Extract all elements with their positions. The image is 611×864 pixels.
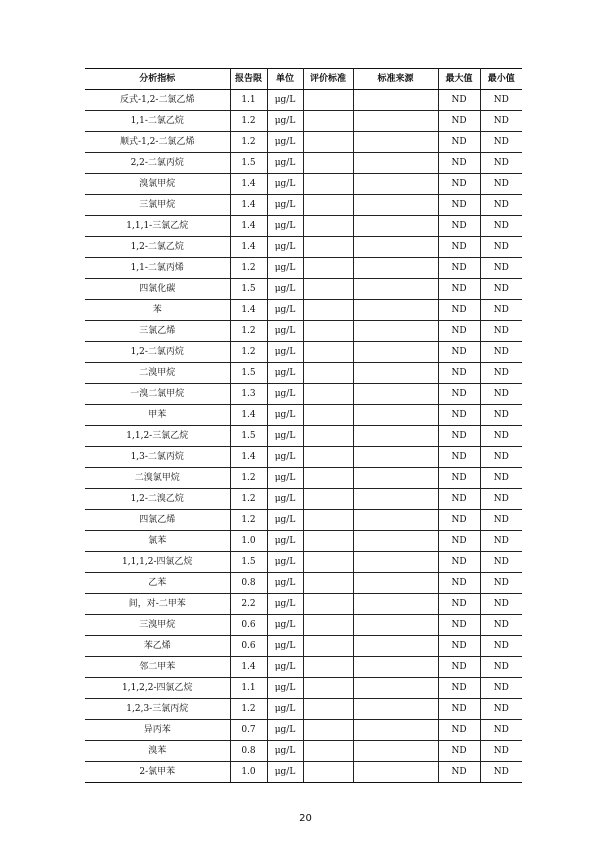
cell-max-value: ND [438,636,480,657]
table-row [85,258,522,279]
table-row [85,174,522,195]
cell-reporting-limit: 1.3 [230,384,267,405]
cell-max-value: ND [438,741,480,762]
cell-max-value: ND [438,552,480,573]
cell-standard-source [353,300,438,321]
cell-evaluation-standard [303,384,353,405]
table-row [85,300,522,321]
cell-evaluation-standard [303,90,353,111]
cell-reporting-limit: 1.5 [230,552,267,573]
cell-reporting-limit: 1.2 [230,489,267,510]
cell-max-value: ND [438,111,480,132]
cell-unit: μg/L [267,90,303,111]
cell-unit: μg/L [267,657,303,678]
table-row [85,615,522,636]
cell-standard-source [353,426,438,447]
cell-reporting-limit: 0.6 [230,636,267,657]
cell-unit: μg/L [267,531,303,552]
cell-min-value: ND [480,216,522,237]
cell-evaluation-standard [303,762,353,783]
cell-min-value: ND [480,90,522,111]
cell-standard-source [353,552,438,573]
cell-unit: μg/L [267,447,303,468]
table-row [85,510,522,531]
table-row [85,153,522,174]
cell-reporting-limit: 1.5 [230,363,267,384]
cell-min-value: ND [480,489,522,510]
cell-analyte: 反式-1,2-二氯乙烯 [85,90,230,111]
cell-evaluation-standard [303,279,353,300]
cell-standard-source [353,321,438,342]
cell-analyte: 1,1-二氯丙烯 [85,258,230,279]
cell-max-value: ND [438,426,480,447]
cell-max-value: ND [438,615,480,636]
cell-standard-source [353,510,438,531]
table-row [85,195,522,216]
cell-evaluation-standard [303,678,353,699]
cell-min-value: ND [480,195,522,216]
cell-reporting-limit: 1.2 [230,111,267,132]
cell-unit: μg/L [267,615,303,636]
cell-max-value: ND [438,531,480,552]
cell-analyte: 苯乙烯 [85,636,230,657]
cell-max-value: ND [438,468,480,489]
cell-min-value: ND [480,300,522,321]
cell-max-value: ND [438,342,480,363]
cell-min-value: ND [480,762,522,783]
cell-evaluation-standard [303,258,353,279]
cell-evaluation-standard [303,132,353,153]
table-row [85,342,522,363]
cell-evaluation-standard [303,720,353,741]
cell-unit: μg/L [267,279,303,300]
cell-unit: μg/L [267,195,303,216]
cell-reporting-limit: 1.4 [230,237,267,258]
table-row [85,741,522,762]
cell-standard-source [353,447,438,468]
cell-analyte: 甲苯 [85,405,230,426]
cell-standard-source [353,363,438,384]
table-row [85,699,522,720]
cell-min-value: ND [480,405,522,426]
cell-standard-source [353,174,438,195]
cell-unit: μg/L [267,636,303,657]
header-analysis-indicator: 分析指标 [85,69,230,90]
table-row [85,489,522,510]
cell-evaluation-standard [303,531,353,552]
cell-standard-source [353,699,438,720]
cell-evaluation-standard [303,636,353,657]
cell-min-value: ND [480,321,522,342]
cell-min-value: ND [480,426,522,447]
cell-reporting-limit: 1.4 [230,405,267,426]
cell-reporting-limit: 1.4 [230,195,267,216]
cell-unit: μg/L [267,762,303,783]
cell-evaluation-standard [303,342,353,363]
cell-unit: μg/L [267,699,303,720]
cell-unit: μg/L [267,552,303,573]
cell-evaluation-standard [303,216,353,237]
cell-analyte: 三溴甲烷 [85,615,230,636]
cell-min-value: ND [480,678,522,699]
cell-reporting-limit: 1.2 [230,342,267,363]
cell-analyte: 苯 [85,300,230,321]
cell-analyte: 四氯化碳 [85,279,230,300]
cell-standard-source [353,342,438,363]
cell-analyte: 三氯乙烯 [85,321,230,342]
cell-max-value: ND [438,363,480,384]
cell-analyte: 1,1,1-三氯乙烷 [85,216,230,237]
table-row [85,720,522,741]
cell-unit: μg/L [267,594,303,615]
cell-standard-source [353,132,438,153]
cell-min-value: ND [480,531,522,552]
cell-min-value: ND [480,384,522,405]
cell-unit: μg/L [267,510,303,531]
cell-analyte: 邻二甲苯 [85,657,230,678]
cell-reporting-limit: 1.1 [230,678,267,699]
cell-standard-source [353,657,438,678]
cell-analyte: 1,3-二氯丙烷 [85,447,230,468]
table-row [85,762,522,783]
cell-min-value: ND [480,111,522,132]
cell-analyte: 1,2,3-三氯丙烷 [85,699,230,720]
cell-standard-source [353,615,438,636]
cell-min-value: ND [480,720,522,741]
header-standard-source: 标准来源 [353,69,438,90]
cell-max-value: ND [438,510,480,531]
cell-evaluation-standard [303,552,353,573]
cell-reporting-limit: 1.4 [230,447,267,468]
cell-unit: μg/L [267,237,303,258]
cell-reporting-limit: 1.4 [230,174,267,195]
cell-max-value: ND [438,195,480,216]
cell-max-value: ND [438,90,480,111]
cell-reporting-limit: 0.8 [230,741,267,762]
table-row [85,111,522,132]
cell-standard-source [353,594,438,615]
cell-max-value: ND [438,216,480,237]
table-row [85,678,522,699]
cell-unit: μg/L [267,300,303,321]
cell-analyte: 异丙苯 [85,720,230,741]
cell-unit: μg/L [267,153,303,174]
cell-standard-source [353,111,438,132]
table-row [85,573,522,594]
cell-reporting-limit: 1.2 [230,699,267,720]
cell-max-value: ND [438,657,480,678]
cell-min-value: ND [480,615,522,636]
cell-evaluation-standard [303,447,353,468]
cell-max-value: ND [438,237,480,258]
cell-evaluation-standard [303,573,353,594]
cell-min-value: ND [480,594,522,615]
cell-analyte: 间，对-二甲苯 [85,594,230,615]
table-row [85,384,522,405]
table-row [85,405,522,426]
cell-min-value: ND [480,258,522,279]
cell-standard-source [353,153,438,174]
cell-analyte: 1,2-二氯丙烷 [85,342,230,363]
table-row [85,636,522,657]
cell-analyte: 1,2-二氯乙烷 [85,237,230,258]
cell-reporting-limit: 1.1 [230,90,267,111]
cell-standard-source [353,279,438,300]
cell-analyte: 三氯甲烷 [85,195,230,216]
table-row [85,132,522,153]
header-max-value: 最大值 [438,69,480,90]
cell-evaluation-standard [303,657,353,678]
cell-unit: μg/L [267,741,303,762]
cell-unit: μg/L [267,363,303,384]
cell-standard-source [353,531,438,552]
cell-evaluation-standard [303,363,353,384]
cell-max-value: ND [438,279,480,300]
cell-min-value: ND [480,636,522,657]
cell-evaluation-standard [303,153,353,174]
header-evaluation-standard: 评价标准 [303,69,353,90]
cell-reporting-limit: 1.4 [230,657,267,678]
cell-evaluation-standard [303,741,353,762]
cell-min-value: ND [480,468,522,489]
cell-max-value: ND [438,258,480,279]
cell-standard-source [353,216,438,237]
cell-min-value: ND [480,510,522,531]
cell-min-value: ND [480,342,522,363]
cell-reporting-limit: 0.7 [230,720,267,741]
cell-standard-source [353,90,438,111]
cell-max-value: ND [438,300,480,321]
cell-standard-source [353,195,438,216]
cell-min-value: ND [480,552,522,573]
header-reporting-limit: 报告限 [230,69,267,90]
cell-unit: μg/L [267,489,303,510]
table-row [85,237,522,258]
cell-reporting-limit: 1.2 [230,258,267,279]
cell-max-value: ND [438,720,480,741]
table-row [85,447,522,468]
cell-max-value: ND [438,384,480,405]
cell-evaluation-standard [303,594,353,615]
cell-min-value: ND [480,132,522,153]
cell-max-value: ND [438,405,480,426]
cell-analyte: 1,1-二氯乙烷 [85,111,230,132]
page-number: 20 [299,813,312,824]
cell-standard-source [353,384,438,405]
cell-evaluation-standard [303,321,353,342]
cell-unit: μg/L [267,132,303,153]
cell-unit: μg/L [267,174,303,195]
cell-min-value: ND [480,573,522,594]
cell-reporting-limit: 1.0 [230,762,267,783]
cell-unit: μg/L [267,216,303,237]
cell-reporting-limit: 1.2 [230,132,267,153]
cell-analyte: 溴苯 [85,741,230,762]
cell-standard-source [353,636,438,657]
cell-standard-source [353,468,438,489]
cell-standard-source [353,720,438,741]
cell-min-value: ND [480,174,522,195]
cell-standard-source [353,573,438,594]
table-row [85,594,522,615]
cell-analyte: 二溴氯甲烷 [85,468,230,489]
cell-reporting-limit: 0.8 [230,573,267,594]
cell-reporting-limit: 1.5 [230,153,267,174]
table-row [85,426,522,447]
cell-standard-source [353,678,438,699]
cell-max-value: ND [438,447,480,468]
cell-reporting-limit: 1.5 [230,279,267,300]
cell-evaluation-standard [303,237,353,258]
cell-unit: μg/L [267,468,303,489]
cell-analyte: 二溴甲烷 [85,363,230,384]
cell-evaluation-standard [303,699,353,720]
table-row [85,216,522,237]
cell-analyte: 2-氯甲苯 [85,762,230,783]
cell-analyte: 2,2-二氯丙烷 [85,153,230,174]
table-row [85,321,522,342]
cell-analyte: 乙苯 [85,573,230,594]
cell-min-value: ND [480,279,522,300]
table-row [85,552,522,573]
cell-unit: μg/L [267,720,303,741]
cell-analyte: 1,1,1,2-四氯乙烷 [85,552,230,573]
cell-unit: μg/L [267,384,303,405]
cell-standard-source [353,405,438,426]
cell-reporting-limit: 2.2 [230,594,267,615]
table-row [85,657,522,678]
cell-evaluation-standard [303,489,353,510]
cell-max-value: ND [438,132,480,153]
cell-max-value: ND [438,678,480,699]
cell-max-value: ND [438,174,480,195]
cell-evaluation-standard [303,174,353,195]
cell-unit: μg/L [267,573,303,594]
cell-evaluation-standard [303,111,353,132]
cell-reporting-limit: 1.4 [230,300,267,321]
cell-reporting-limit: 1.2 [230,468,267,489]
cell-analyte: 1,2-二溴乙烷 [85,489,230,510]
cell-reporting-limit: 0.6 [230,615,267,636]
cell-reporting-limit: 1.4 [230,216,267,237]
cell-analyte: 溴氯甲烷 [85,174,230,195]
cell-max-value: ND [438,489,480,510]
cell-max-value: ND [438,573,480,594]
cell-analyte: 顺式-1,2-二氯乙烯 [85,132,230,153]
header-unit: 单位 [267,69,303,90]
cell-evaluation-standard [303,468,353,489]
cell-unit: μg/L [267,111,303,132]
cell-reporting-limit: 1.0 [230,531,267,552]
cell-unit: μg/L [267,678,303,699]
cell-evaluation-standard [303,195,353,216]
cell-max-value: ND [438,153,480,174]
cell-reporting-limit: 1.2 [230,510,267,531]
cell-min-value: ND [480,153,522,174]
header-min-value: 最小值 [480,69,522,90]
cell-standard-source [353,762,438,783]
table-body [85,90,522,783]
analysis-results-table [85,68,522,783]
table-row [85,531,522,552]
table-row [85,363,522,384]
cell-standard-source [353,489,438,510]
table-row [85,468,522,489]
cell-analyte: 四氯乙烯 [85,510,230,531]
table-header-row [85,69,522,90]
cell-unit: μg/L [267,342,303,363]
cell-reporting-limit: 1.5 [230,426,267,447]
cell-max-value: ND [438,699,480,720]
cell-unit: μg/L [267,405,303,426]
cell-evaluation-standard [303,615,353,636]
cell-min-value: ND [480,447,522,468]
cell-evaluation-standard [303,300,353,321]
cell-analyte: 一溴二氯甲烷 [85,384,230,405]
cell-max-value: ND [438,594,480,615]
cell-unit: μg/L [267,426,303,447]
table-row [85,90,522,111]
cell-standard-source [353,237,438,258]
cell-evaluation-standard [303,405,353,426]
cell-analyte: 氯苯 [85,531,230,552]
cell-standard-source [353,741,438,762]
cell-unit: μg/L [267,258,303,279]
cell-min-value: ND [480,657,522,678]
cell-min-value: ND [480,741,522,762]
table-row [85,279,522,300]
cell-max-value: ND [438,321,480,342]
cell-unit: μg/L [267,321,303,342]
cell-min-value: ND [480,237,522,258]
cell-reporting-limit: 1.2 [230,321,267,342]
cell-evaluation-standard [303,426,353,447]
cell-evaluation-standard [303,510,353,531]
cell-analyte: 1,1,2,2-四氯乙烷 [85,678,230,699]
cell-min-value: ND [480,363,522,384]
cell-standard-source [353,258,438,279]
cell-min-value: ND [480,699,522,720]
cell-max-value: ND [438,762,480,783]
cell-analyte: 1,1,2-三氯乙烷 [85,426,230,447]
